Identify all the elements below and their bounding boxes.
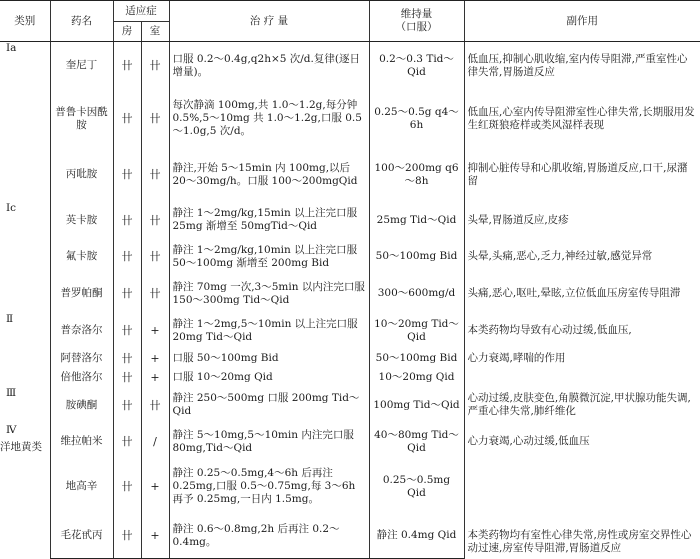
maintenance-dose: 40～80mg Tid～Qid [369,424,464,460]
class-cell-digitalis [0,460,50,559]
therapeutic-dose: 静注 0.6～0.8mg,2h 后再注 0.2～0.4mg。 [169,514,369,559]
therapeutic-dose: 静注,开始 5～15min 内 100mg,以后 20～30mg/h。口服 100～200mgQid [169,148,369,202]
ventricle-indication: 卄 [141,42,169,90]
side-effects: 低血压,抑制心肌收缩,室内传导阻滞,严重室性心律失常,胃肠道反应 [464,42,700,90]
drug-name: 倍他洛尔 [50,368,113,387]
atrium-indication: 卄 [113,514,141,559]
header-class: 类别 [0,1,50,42]
side-effects: 本类药物均导致有心动过缓,低血压, [464,313,700,349]
side-effects [464,368,700,387]
ventricle-indication: 卄 [141,387,169,424]
maintenance-dose: 静注 0.4mg Qid [369,514,464,559]
drug-name: 氟卡胺 [50,239,113,275]
ventricle-indication: 卄 [141,148,169,202]
class-label-ic: Ⅰc [6,201,17,214]
therapeutic-dose: 口服 10～20mg Qid [169,368,369,387]
drug-name: 丙吡胺 [50,148,113,202]
drug-name: 维拉帕米 [50,424,113,460]
atrium-indication: 卄 [113,148,141,202]
atrium-indication: 卄 [113,387,141,424]
header-dose: 治 疗 量 [169,1,369,42]
atrium-indication: 卄 [113,90,141,148]
therapeutic-dose: 口服 50～100mg Bid [169,349,369,368]
maintenance-dose: 0.25～0.5mg Qid [369,460,464,514]
drug-name: 英卡胺 [50,202,113,239]
ventricle-indication: / [141,424,169,460]
therapeutic-dose: 静注 0.25～0.5mg,4～6h 后再注 0.25mg,口服 0.5～0.75mg,每 3～6h 再予 0.25mg,一日内 1.5mg。 [169,460,369,514]
header-atrium: 房 [113,22,141,42]
ventricle-indication: + [141,514,169,559]
class-label-ii: Ⅱ [6,312,14,325]
ventricle-indication: 卄 [141,239,169,275]
maintenance-dose: 10～20mg Qid [369,368,464,387]
atrium-indication: 卄 [113,202,141,239]
maintenance-dose: 100～200mg q6～8h [369,148,464,202]
therapeutic-dose: 静注 1～2mg,5～10min 以上注完口服 20mg Tid～Qid [169,313,369,349]
header-maintenance-line1: 维持量 [400,8,433,20]
maintenance-dose: 0.2～0.3 Tid～Qid [369,42,464,90]
therapeutic-dose: 静注 5～10mg,5～10min 内注完口服 80mg,Tid～Qid [169,424,369,460]
side-effects: 头晕,胃肠道反应,皮疹 [464,202,700,239]
ventricle-indication: 卄 [141,202,169,239]
maintenance-dose: 25mg Tid～Qid [369,202,464,239]
drug-name: 普鲁卡因酰胺 [50,90,113,148]
drug-name: 阿替洛尔 [50,349,113,368]
maintenance-dose: 0.25～0.5g q4～6h [369,90,464,148]
ventricle-indication: + [141,313,169,349]
ventricle-indication: + [141,349,169,368]
maintenance-dose: 50～100mg Bid [369,239,464,275]
atrium-indication: 卄 [113,275,141,313]
header-drug: 药名 [50,1,113,42]
maintenance-dose: 100mg Tid～Qid [369,387,464,424]
therapeutic-dose: 静注 1～2mg/kg,10min 以上注完口服 50～100mg 渐增至 200mg Bid [169,239,369,275]
atrium-indication: 卄 [113,313,141,349]
side-effects: 本类药物均有室性心律失常,房性或房室交界性心动过速,房室传导阻滞,胃肠道反应 [464,460,700,559]
ventricle-indication: 卄 [141,90,169,148]
atrium-indication: 卄 [113,460,141,514]
drug-name: 普罗帕酮 [50,275,113,313]
ventricle-indication: 卄 [141,275,169,313]
drug-name: 普奈洛尔 [50,313,113,349]
side-effects: 抑制心脏传导和心肌收缩,胃肠道反应,口干,尿潴留 [464,148,700,202]
therapeutic-dose: 口服 0.2～0.4g,q2h×5 次/d.复律(逐日增量)。 [169,42,369,90]
maintenance-dose: 300～600mg/d [369,275,464,313]
class-label-digitalis: 洋地黄类 [0,440,42,453]
header-indication: 适应症 [113,1,169,22]
drug-name: 地高辛 [50,460,113,514]
atrium-indication: 卄 [113,424,141,460]
atrium-indication: 卄 [113,239,141,275]
side-effects: 心力衰竭,哮喘的作用 [464,349,700,368]
atrium-indication: 卄 [113,349,141,368]
ventricle-indication: + [141,460,169,514]
header-maintenance-line2: （口服） [395,21,438,33]
maintenance-dose: 50～100mg Bid [369,349,464,368]
side-effects: 心动过缓,皮肤变色,角膜微沉淀,甲状腺功能失调,严重心律失常,肺纤维化 [464,387,700,424]
maintenance-dose: 10～20mg Tid～Qid [369,313,464,349]
ventricle-indication: + [141,368,169,387]
class-label-iii: Ⅲ [6,386,17,399]
atrium-indication: 卄 [113,368,141,387]
therapeutic-dose: 静注 1～2mg/kg,15min 以上注完口服 25mg 渐增至 50mgTid～Qid [169,202,369,239]
therapeutic-dose: 每次静滴 100mg,共 1.0～1.2g,每分钟 0.5%,5～10mg 共 1.0～1.2g,口服 0.5～1.0g,5 次/d。 [169,90,369,148]
header-maintenance [369,1,464,42]
side-effects: 头晕,头痛,恶心,乏力,神经过敏,感觉异常 [464,239,700,275]
drug-name: 胺碘酮 [50,387,113,424]
drug-name: 奎尼丁 [50,42,113,90]
therapeutic-dose: 静注 250～500mg 口服 200mg Tid～Qid [169,387,369,424]
side-effects: 低血压,心室内传导阻滞室性心律失常,长期服用发生红斑狼疮样或类风湿样表现 [464,90,700,148]
class-label-iv [0,424,50,460]
therapeutic-dose: 静注 70mg 一次,3～5min 以内注完口服 150～300mg Tid～Qid [169,275,369,313]
atrium-indication: 卄 [113,42,141,90]
side-effects: 头痛,恶心,呕吐,晕眩,立位低血压房室传导阻滞 [464,275,700,313]
class-label-ia: Ⅰa [6,42,17,54]
header-side-effects: 副作用 [464,1,700,42]
drug-name: 毛花甙丙 [50,514,113,559]
class-label-iv-text: Ⅳ [6,423,17,436]
side-effects: 心力衰竭,心动过缓,低血压 [464,424,700,460]
header-ventricle: 室 [141,22,169,42]
